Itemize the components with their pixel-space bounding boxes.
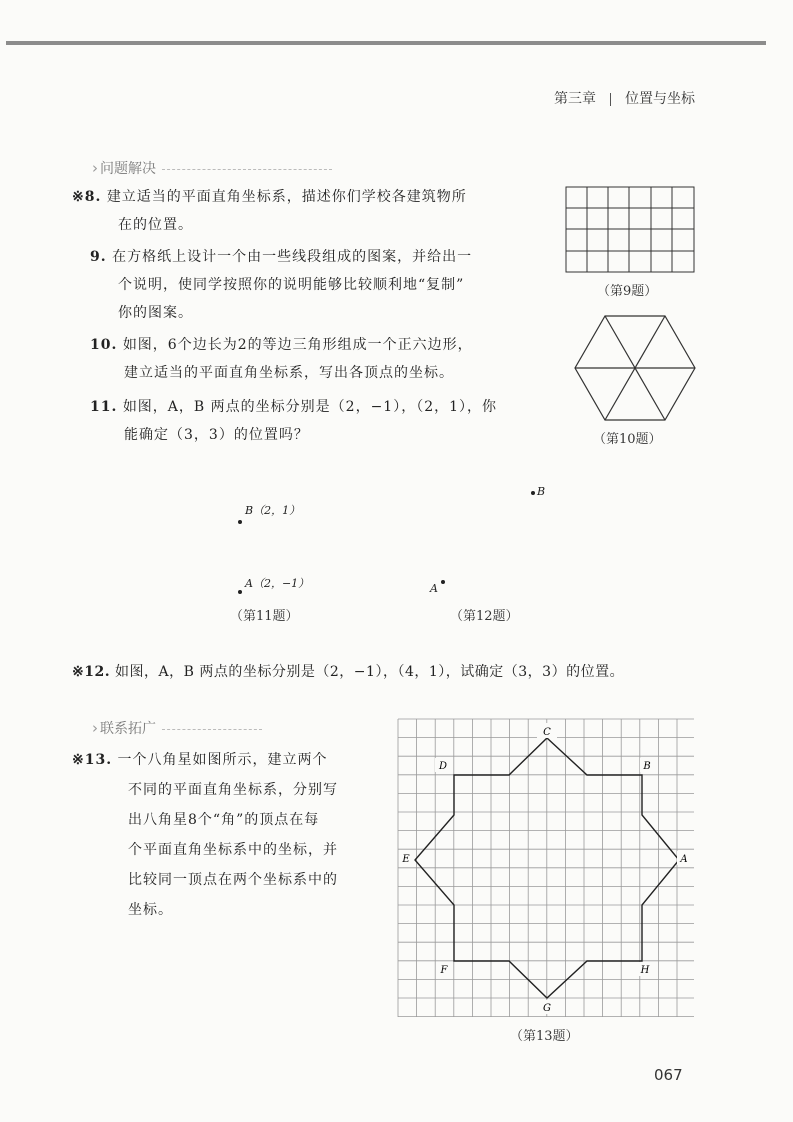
figure-10-caption: （第10题） <box>593 432 662 447</box>
vertex-label-b: B <box>643 761 651 772</box>
question-text: 个平面直角坐标系中的坐标，并 <box>128 842 338 858</box>
vertex-label-a: A <box>680 854 688 865</box>
vertex-label-g: G <box>543 1003 551 1014</box>
vertex-label-h: H <box>640 965 650 976</box>
question-text: 在方格纸上设计一个由一些线段组成的图案，并给出一 <box>112 249 473 265</box>
chevron-right-icon: › <box>92 159 98 177</box>
page-number: 067 <box>654 1066 683 1084</box>
point-b-label: B <box>537 485 546 498</box>
vertex-label-e: E <box>402 854 410 865</box>
question-text: 坐标。 <box>128 902 173 918</box>
point-a <box>238 590 242 594</box>
figure-11-caption: （第11题） <box>230 609 299 624</box>
question-number: 11. <box>90 399 118 415</box>
question-text: 在的位置。 <box>118 217 193 233</box>
figure-10-hexagon <box>573 314 697 422</box>
figure-9-grid <box>565 186 695 274</box>
vertex-label-d: D <box>438 761 448 772</box>
running-header <box>554 88 695 108</box>
question-number: ※8. <box>72 189 102 205</box>
chapter-title: 位置与坐标 <box>625 91 695 107</box>
question-text: 你的图案。 <box>118 305 193 321</box>
question-11 <box>90 393 497 449</box>
dashed-rule <box>162 729 262 730</box>
point-a-label: A <box>430 582 438 595</box>
question-text: 个说明，使同学按照你的说明能够比较顺利地“复制” <box>118 277 465 293</box>
question-text: 如图，6个边长为2的等边三角形组成一个正六边形， <box>122 337 473 353</box>
question-8 <box>72 183 467 239</box>
section-title: 联系拓广 <box>100 721 156 737</box>
question-10 <box>90 331 473 387</box>
chapter-label: 第三章 <box>554 91 596 107</box>
question-text: 出八角星8个“角”的顶点在每 <box>128 812 320 828</box>
question-9 <box>90 243 472 327</box>
question-text: 如图，A，B 两点的坐标分别是（2，−1），（4，1），试确定（3，3）的位置。 <box>115 664 625 680</box>
figure-13-caption: （第13题） <box>510 1029 579 1044</box>
figure-12-caption: （第12题） <box>450 609 519 624</box>
question-text: 建立适当的平面直角坐标系，描述你们学校各建筑物所 <box>106 189 467 205</box>
question-12 <box>72 658 624 686</box>
point-a <box>441 580 445 584</box>
question-number: ※13. <box>72 752 113 768</box>
point-b <box>531 491 535 495</box>
question-number: 9. <box>90 249 107 265</box>
vertex-label-f: F <box>440 965 448 976</box>
question-13 <box>72 745 338 925</box>
section-title: 问题解决 <box>100 161 156 177</box>
question-number: ※12. <box>72 664 111 680</box>
question-text: 比较同一顶点在两个坐标系中的 <box>128 872 338 888</box>
dashed-rule <box>162 169 332 170</box>
question-text: 能确定（3，3）的位置吗？ <box>124 427 309 443</box>
chevron-right-icon: › <box>92 719 98 737</box>
section-heading-extension <box>92 718 262 738</box>
question-text: 不同的平面直角坐标系，分别写 <box>128 782 338 798</box>
point-b-label: B（2，1） <box>245 504 301 517</box>
vertex-label-c: C <box>543 727 551 738</box>
figure-13-octagram <box>397 718 695 1018</box>
question-text: 建立适当的平面直角坐标系，写出各顶点的坐标。 <box>124 365 454 381</box>
point-a-label: A（2，−1） <box>245 577 310 590</box>
section-heading-problem-solving <box>92 158 332 178</box>
point-b <box>238 520 242 524</box>
question-text: 一个八角星如图所示，建立两个 <box>117 752 328 768</box>
figure-9-caption: （第9题） <box>597 284 658 299</box>
top-rule <box>6 41 766 45</box>
question-text: 如图，A，B 两点的坐标分别是（2，−1），（2，1），你 <box>122 399 498 415</box>
question-number: 10. <box>90 337 118 353</box>
header-separator <box>610 93 611 106</box>
